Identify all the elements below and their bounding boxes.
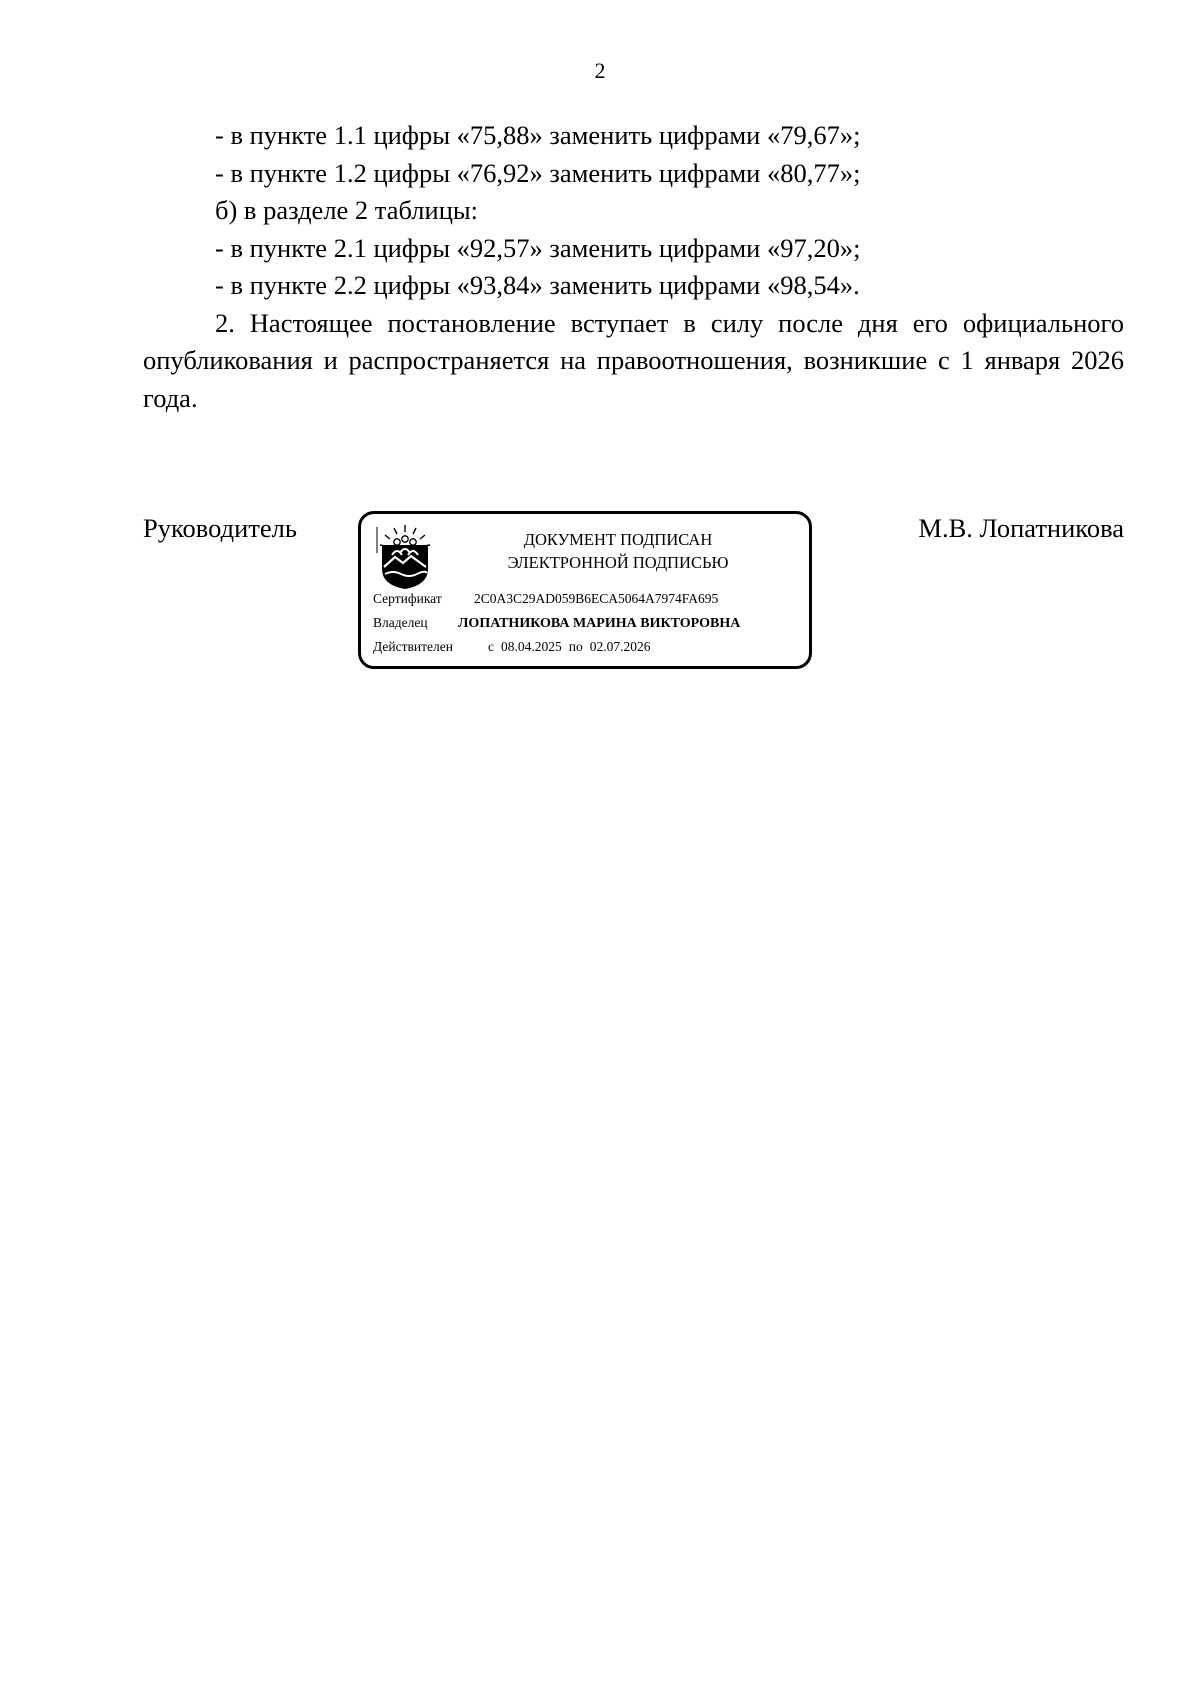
amendment-line-2-1: - в пункте 2.1 цифры «92,57» заменить цифрами «97,20»;	[215, 232, 861, 263]
certificate-value: 2C0A3C29AD059B6ECA5064A7974FA695	[474, 591, 719, 606]
page-number: 2	[594, 58, 606, 83]
certificate-label: Сертификат	[373, 591, 442, 606]
owner-label: Владелец	[373, 615, 428, 630]
valid-from-prefix: с	[488, 639, 494, 654]
stamp-validity-row	[373, 638, 650, 656]
document-body	[143, 117, 1124, 417]
signatory-name: М.В. Лопатникова	[918, 513, 1124, 543]
effective-date-paragraph: 2. Настоящее постановление вступает в силу после дня его официального опубликования и распространяется на правоотношения, возникшие с 1 января 2026 года.	[143, 307, 1124, 413]
signatory-title: Руководитель	[143, 513, 297, 543]
amendment-line-1-1: - в пункте 1.1 цифры «75,88» заменить цифрами «79,67»;	[215, 120, 861, 150]
stamp-owner-row	[373, 614, 740, 633]
validity-label: Действителен	[373, 639, 453, 654]
valid-to-date: 02.07.2026	[589, 639, 651, 654]
owner-value: ЛОПАТНИКОВА МАРИНА ВИКТОРОВНА	[458, 616, 741, 631]
electronic-signature-stamp	[358, 511, 812, 669]
stamp-certificate-row	[373, 590, 718, 608]
stamp-heading-line-1: ДОКУМЕНТ ПОДПИСАН	[523, 530, 713, 549]
section-2-heading: б) в разделе 2 таблицы:	[215, 195, 479, 225]
valid-from-date: 08.04.2025	[501, 639, 562, 654]
stamp-heading	[431, 528, 805, 574]
valid-to-prefix: по	[568, 639, 583, 654]
coat-of-arms-emblem-icon	[375, 523, 435, 591]
stamp-heading-line-2: ЭЛЕКТРОННОЙ ПОДПИСЬЮ	[507, 553, 729, 572]
amendment-line-2-2: - в пункте 2.2 цифры «93,84» заменить цифрами «98,54».	[215, 270, 860, 300]
amendment-line-1-2: - в пункте 1.2 цифры «76,92» заменить цифрами «80,77»;	[215, 157, 861, 188]
